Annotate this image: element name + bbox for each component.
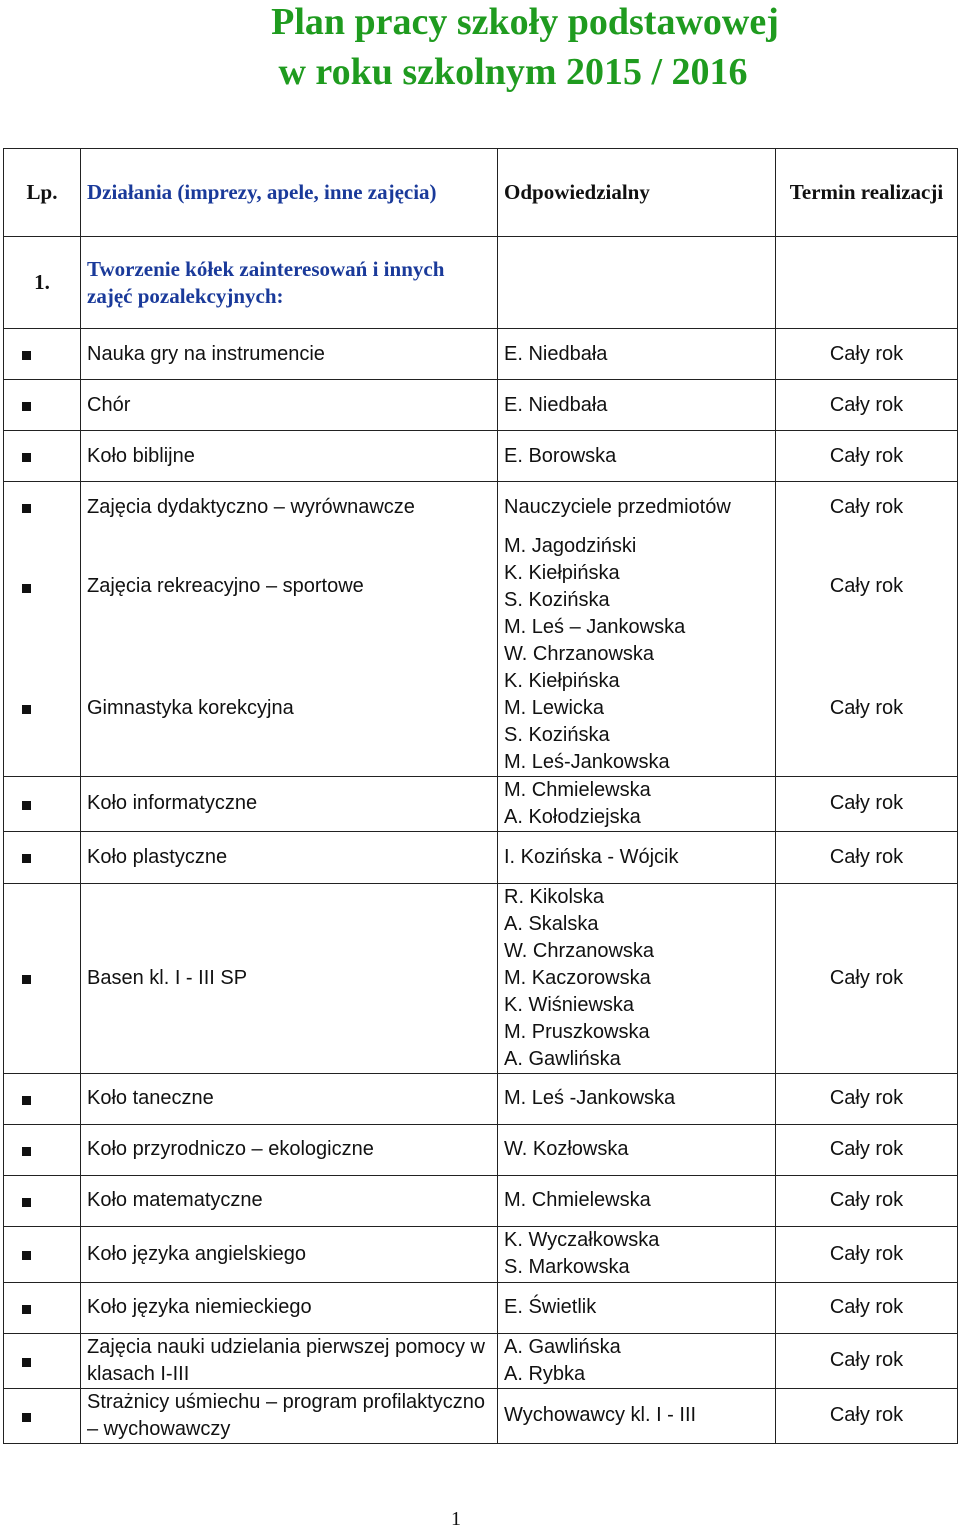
responsible-name: E. Borowska [504, 444, 617, 467]
table-row [4, 329, 958, 380]
bullet-cell [4, 1282, 81, 1333]
square-bullet-icon [22, 453, 31, 462]
responsible-name: I. Kozińska - Wójcik [504, 845, 679, 868]
table-row [4, 533, 958, 641]
table-row [4, 380, 958, 431]
square-bullet-icon [22, 801, 31, 810]
table-row [4, 831, 958, 883]
responsible-name: S. Kozińska [504, 588, 610, 611]
responsible-name: M. Lewicka [504, 696, 605, 719]
responsible-name: M. Leś-Jankowska [504, 750, 670, 773]
responsible-name: E. Niedbała [504, 342, 608, 365]
responsible-name: M. Leś -Jankowska [504, 1087, 676, 1109]
bullet-cell [4, 380, 81, 431]
table-row [4, 641, 958, 777]
square-bullet-icon [22, 1096, 31, 1105]
table-row [4, 1388, 958, 1443]
square-bullet-icon [22, 584, 31, 593]
table-row [4, 776, 958, 831]
square-bullet-icon [22, 975, 31, 984]
activity-cell: Zajęcia rekreacyjno – sportowe [81, 533, 498, 641]
responsible-cell [498, 329, 776, 380]
term-cell: Cały rok [776, 1226, 958, 1282]
term-cell: Cały rok [776, 1124, 958, 1175]
responsible-name: K. Wyczałkowska [504, 1229, 660, 1251]
responsible-cell [498, 1175, 776, 1226]
term-cell: Cały rok [776, 380, 958, 431]
responsible-cell [498, 831, 776, 883]
square-bullet-icon [22, 1251, 31, 1260]
section-title: Tworzenie kółek zainteresowań i innych zajęć pozalekcyjnych: [81, 237, 498, 329]
square-bullet-icon [22, 1413, 31, 1422]
square-bullet-icon [22, 351, 31, 360]
header-responsible: Odpowiedzialny [498, 149, 776, 237]
activity-cell: Koło biblijne [81, 431, 498, 482]
responsible-name: A. Gawlińska [504, 1047, 621, 1070]
table-row [4, 1282, 958, 1333]
activity-cell: Chór [81, 380, 498, 431]
activity-cell: Koło matematyczne [81, 1175, 498, 1226]
term-cell: Cały rok [776, 533, 958, 641]
activity-cell: Strażnicy uśmiechu – program profilaktyczno – wychowawczy [81, 1388, 498, 1443]
activity-cell: Nauka gry na instrumencie [81, 329, 498, 380]
square-bullet-icon [22, 1305, 31, 1314]
term-cell: Cały rok [776, 776, 958, 831]
responsible-cell [498, 641, 776, 777]
bullet-cell [4, 776, 81, 831]
bullet-cell [4, 1333, 81, 1388]
bullet-cell [4, 329, 81, 380]
responsible-cell [498, 776, 776, 831]
square-bullet-icon [22, 854, 31, 863]
responsible-name: E. Świetlik [504, 1296, 597, 1318]
term-cell: Cały rok [776, 831, 958, 883]
responsible-name: K. Kiełpińska [504, 669, 620, 692]
activity-cell: Zajęcia nauki udzielania pierwszej pomocy w klasach I-III [81, 1333, 498, 1388]
responsible-name: Wychowawcy kl. I - III [504, 1404, 697, 1426]
responsible-name: A. Rybka [504, 1362, 586, 1385]
responsible-cell [498, 883, 776, 1073]
term-cell: Cały rok [776, 1282, 958, 1333]
term-cell: Cały rok [776, 1175, 958, 1226]
responsible-cell [498, 1073, 776, 1124]
responsible-name: A. Gawlińska [504, 1335, 621, 1358]
square-bullet-icon [22, 1358, 31, 1367]
responsible-cell [498, 533, 776, 641]
term-cell: Cały rok [776, 641, 958, 777]
responsible-name: S. Kozińska [504, 723, 610, 746]
activity-cell: Koło języka angielskiego [81, 1226, 498, 1282]
responsible-cell [498, 482, 776, 533]
responsible-name: M. Kaczorowska [504, 966, 651, 989]
bullet-cell [4, 482, 81, 533]
square-bullet-icon [22, 504, 31, 513]
bullet-cell [4, 831, 81, 883]
square-bullet-icon [22, 1147, 31, 1156]
page-number: 1 [451, 1508, 461, 1530]
activity-cell: Koło informatyczne [81, 776, 498, 831]
term-cell: Cały rok [776, 431, 958, 482]
activity-cell: Koło języka niemieckiego [81, 1282, 498, 1333]
responsible-name: K. Wiśniewska [504, 993, 635, 1016]
responsible-name: M. Leś – Jankowska [504, 615, 686, 638]
bullet-cell [4, 431, 81, 482]
bullet-cell [4, 1226, 81, 1282]
table-row [4, 1226, 958, 1282]
responsible-name: M. Chmielewska [504, 778, 651, 801]
responsible-name: A. Kołodziejska [504, 805, 641, 828]
bullet-cell [4, 1124, 81, 1175]
table-row [4, 482, 958, 533]
activity-cell: Koło taneczne [81, 1073, 498, 1124]
responsible-name: R. Kikolska [504, 885, 605, 908]
bullet-cell [4, 1073, 81, 1124]
header-term: Termin realizacji [776, 149, 958, 237]
responsible-name: M. Chmielewska [504, 1189, 651, 1211]
responsible-name: W. Chrzanowska [504, 939, 655, 962]
responsible-name: K. Kiełpińska [504, 561, 620, 584]
activity-cell: Koło plastyczne [81, 831, 498, 883]
responsible-name: E. Niedbała [504, 393, 608, 416]
table-row [4, 1175, 958, 1226]
term-cell: Cały rok [776, 1333, 958, 1388]
table-row [4, 1333, 958, 1388]
bullet-cell [4, 1175, 81, 1226]
responsible-name: W. Chrzanowska [504, 642, 655, 665]
term-cell: Cały rok [776, 883, 958, 1073]
responsible-cell [498, 431, 776, 482]
responsible-cell [498, 1282, 776, 1333]
term-cell: Cały rok [776, 329, 958, 380]
responsible-cell [498, 380, 776, 431]
header-activities: Działania (imprezy, apele, inne zajęcia) [81, 149, 498, 237]
responsible-name: S. Markowska [504, 1256, 630, 1278]
responsible-cell [498, 1226, 776, 1282]
responsible-name: Nauczyciele przedmiotów [504, 495, 731, 518]
plan-table [3, 148, 958, 1444]
square-bullet-icon [22, 1198, 31, 1207]
square-bullet-icon [22, 705, 31, 714]
responsible-name: M. Pruszkowska [504, 1020, 650, 1043]
term-cell: Cały rok [776, 1073, 958, 1124]
responsible-name: M. Jagodziński [504, 534, 637, 557]
section-number: 1. [4, 237, 81, 329]
activity-cell: Koło przyrodniczo – ekologiczne [81, 1124, 498, 1175]
title-line-1: Plan pracy szkoły podstawowej [271, 1, 779, 43]
activity-cell: Gimnastyka korekcyjna [81, 641, 498, 777]
table-row [4, 1073, 958, 1124]
responsible-cell [498, 1388, 776, 1443]
activity-cell: Basen kl. I - III SP [81, 883, 498, 1073]
table-row [4, 431, 958, 482]
section-row [4, 237, 958, 329]
responsible-cell [498, 1333, 776, 1388]
term-cell: Cały rok [776, 482, 958, 533]
bullet-cell [4, 1388, 81, 1443]
bullet-cell [4, 883, 81, 1073]
title-line-2: w roku szkolnym 2015 / 2016 [278, 51, 748, 93]
table-row [4, 1124, 958, 1175]
activity-cell: Zajęcia dydaktyczno – wyrównawcze [81, 482, 498, 533]
table-row [4, 883, 958, 1073]
header-lp: Lp. [4, 149, 81, 237]
responsible-name: W. Kozłowska [504, 1138, 629, 1160]
term-cell: Cały rok [776, 1388, 958, 1443]
bullet-cell [4, 641, 81, 777]
responsible-name: A. Skalska [504, 912, 599, 935]
responsible-cell [498, 1124, 776, 1175]
square-bullet-icon [22, 402, 31, 411]
bullet-cell [4, 533, 81, 641]
